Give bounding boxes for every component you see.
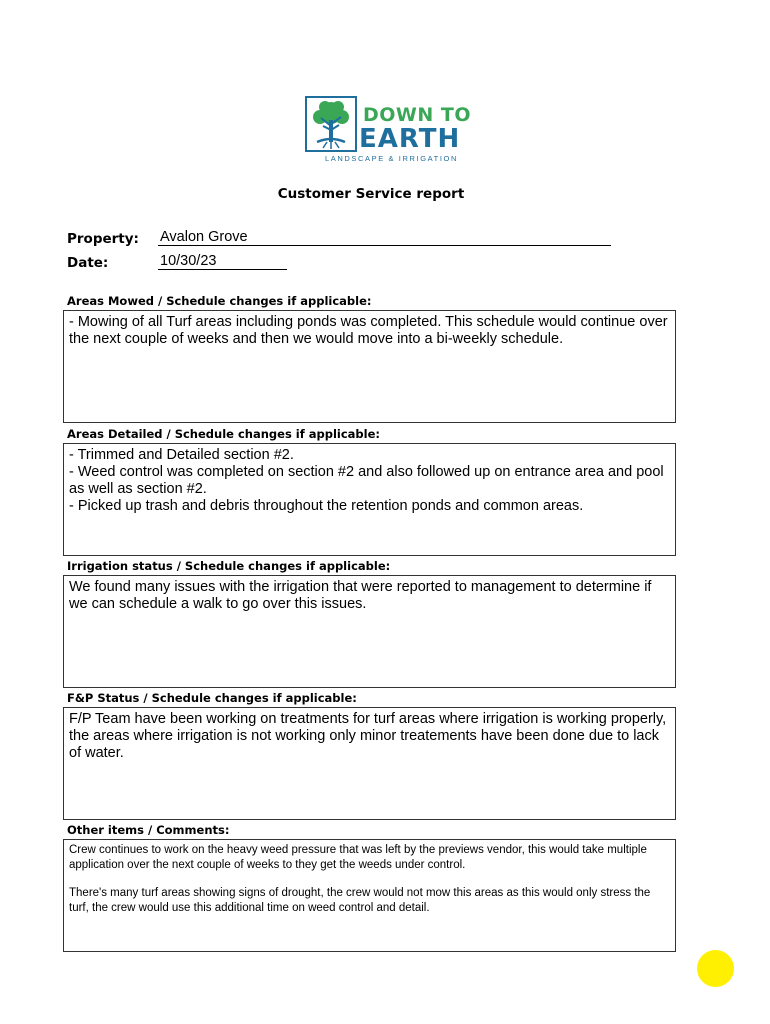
- areas-detailed-line: - Weed control was completed on section #2 and also followed up on entrance area and pool as well as section #2.: [69, 464, 664, 497]
- other-items-box[interactable]: [63, 839, 676, 952]
- areas-mowed-label: Areas Mowed / Schedule changes if applicable:: [67, 294, 372, 308]
- brand-name-top: DOWN TO: [363, 104, 472, 126]
- other-items-paragraph: There's many turf areas showing signs of drought, the crew would not mow this areas as this would only stress the turf, the crew would use this additional time on weed control and detail.: [69, 887, 651, 914]
- areas-detailed-line: - Trimmed and Detailed section #2.: [69, 447, 294, 463]
- company-logo: [305, 96, 480, 166]
- areas-mowed-text: - Mowing of all Turf areas including ponds was completed. This schedule would continue over the next couple of weeks and then we would move into a bi-weekly schedule.: [69, 314, 668, 347]
- date-label: Date:: [67, 255, 109, 271]
- fp-status-box[interactable]: [63, 707, 676, 820]
- irrigation-status-text: We found many issues with the irrigation that were reported to management to determine if we can schedule a walk to go over this issues.: [69, 579, 652, 612]
- brand-name-bottom: EARTH: [359, 124, 461, 154]
- yellow-marker-dot: [697, 950, 734, 987]
- areas-detailed-box[interactable]: [63, 443, 676, 556]
- fp-status-text: F/P Team have been working on treatments for turf areas where irrigation is working properly, the areas where irrigation is not working only minor treatements have been done due to lack of water.: [69, 711, 667, 761]
- other-items-label: Other items / Comments:: [67, 823, 230, 837]
- irrigation-status-label: Irrigation status / Schedule changes if applicable:: [67, 559, 391, 573]
- date-field[interactable]: 10/30/23: [158, 253, 287, 270]
- other-items-paragraph: Crew continues to work on the heavy weed pressure that was left by the previews vendor, this would take multiple application over the next couple of weeks to they get the weeds under control.: [69, 844, 647, 871]
- areas-mowed-box[interactable]: [63, 310, 676, 423]
- property-label: Property:: [67, 231, 139, 247]
- areas-detailed-label: Areas Detailed / Schedule changes if applicable:: [67, 427, 380, 441]
- irrigation-status-box[interactable]: [63, 575, 676, 688]
- areas-detailed-line: - Picked up trash and debris throughout the retention ponds and common areas.: [69, 498, 584, 514]
- property-field[interactable]: Avalon Grove: [158, 229, 611, 246]
- brand-tagline: LANDSCAPE & IRRIGATION: [325, 154, 458, 163]
- tree-logo-icon: [305, 96, 357, 152]
- fp-status-label: F&P Status / Schedule changes if applicable:: [67, 691, 357, 705]
- report-title: Customer Service report: [277, 186, 465, 202]
